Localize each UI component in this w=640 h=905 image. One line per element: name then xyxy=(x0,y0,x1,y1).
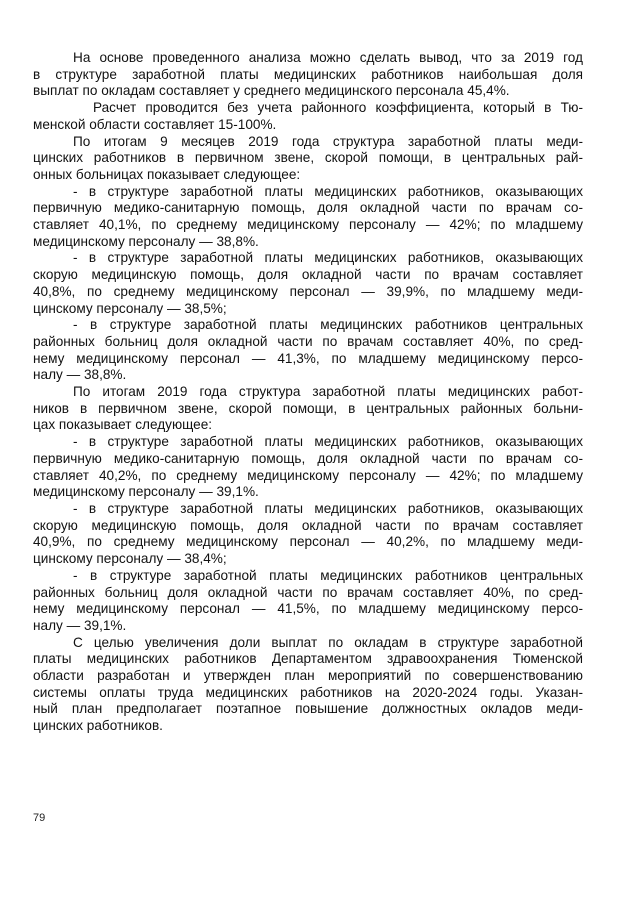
text-line: цинскому персоналу — 38,5%; xyxy=(33,300,227,316)
text-line: скорую медицинскую помощь, доля окладной части по врачам составляет xyxy=(33,517,583,533)
text-line: налу — 38,8%. xyxy=(33,367,127,383)
text-line: С целью увеличения доли выплат по окладам в структуре заработной xyxy=(73,634,583,650)
text-line: области разработан и утвержден план мероприятий по совершенствованию xyxy=(33,668,583,684)
text-line: ников в первичном звене, скорой помощи, в центральных районных больни- xyxy=(33,400,583,416)
text-line: По итогам 2019 года структура заработной платы медицинских работ- xyxy=(73,384,583,400)
text-line: нему медицинскому персонал — 41,3%, по младшему медицинскому персо- xyxy=(33,350,583,366)
text-line: цинских работников в первичном звене, скорой помощи, в центральных рай- xyxy=(33,150,583,166)
text-line: платы медицинских работников Департаментом здравоохранения Тюменской xyxy=(33,651,583,667)
text-line: 40,9%, по среднему медицинскому персонал — 40,2%, по младшему меди- xyxy=(33,534,583,550)
text-line: цах показывает следующее: xyxy=(33,417,213,433)
text-line: На основе проведенного анализа можно сделать вывод, что за 2019 год xyxy=(73,50,583,65)
text-line: - в структуре заработной платы медицинских работников центральных xyxy=(73,317,583,333)
text-line: ставляет 40,1%, по среднему медицинскому персоналу — 42%; по младшему xyxy=(33,217,583,233)
text-line: - в структуре заработной платы медицинских работников, оказывающих xyxy=(73,250,583,266)
text-line: ный план предполагает поэтапное повышение должностных окладов меди- xyxy=(33,701,583,717)
text-line: - в структуре заработной платы медицинских работников центральных xyxy=(73,567,583,583)
text-line: первичную медико-санитарную помощь, доля окладной части по врачам со- xyxy=(33,200,583,216)
text-line: онных больницах показывает следующее: xyxy=(33,166,301,182)
text-line: медицинскому персоналу — 38,8%. xyxy=(33,233,259,249)
text-line: в структуре заработной платы медицинских работников наибольшая доля xyxy=(33,66,583,82)
text-line: первичную медико-санитарную помощь, доля окладной части по врачам со- xyxy=(33,450,583,466)
text-line: районных больниц доля окладной части по врачам составляет 40%, по сред- xyxy=(33,584,583,600)
body-text xyxy=(33,50,583,735)
text-line: - в структуре заработной платы медицинских работников, оказывающих xyxy=(73,434,583,450)
page-number: 79 xyxy=(33,812,46,824)
text-line: По итогам 9 месяцев 2019 года структура заработной платы меди- xyxy=(73,133,583,149)
text-line: выплат по окладам составляет у среднего медицинского персонала 45,4%. xyxy=(33,83,510,99)
text-line: районных больниц доля окладной части по врачам составляет 40%, по сред- xyxy=(33,333,583,349)
text-line: цинских работников. xyxy=(33,718,163,734)
text-line: налу — 39,1%. xyxy=(33,617,127,633)
text-line: - в структуре заработной платы медицинских работников, оказывающих xyxy=(73,500,583,516)
text-line: медицинскому персоналу — 39,1%. xyxy=(33,484,259,500)
text-line: скорую медицинскую помощь, доля окладной части по врачам составляет xyxy=(33,267,583,283)
text-line: Расчет проводится без учета районного коэффициента, который в Тю- xyxy=(93,100,583,116)
text-line: системы оплаты труда медицинских работников на 2020-2024 годы. Указан- xyxy=(33,684,583,700)
text-line: цинскому персоналу — 38,4%; xyxy=(33,551,227,567)
text-line: 40,8%, по среднему медицинскому персонал — 39,9%, по младшему меди- xyxy=(33,283,583,299)
text-line: - в структуре заработной платы медицинских работников, оказывающих xyxy=(73,183,583,199)
text-line: нему медицинскому персонал — 41,5%, по младшему медицинскому персо- xyxy=(33,601,583,617)
text-line: ставляет 40,2%, по среднему медицинскому персоналу — 42%; по младшему xyxy=(33,467,583,483)
text-line: менской области составляет 15-100%. xyxy=(33,116,277,132)
